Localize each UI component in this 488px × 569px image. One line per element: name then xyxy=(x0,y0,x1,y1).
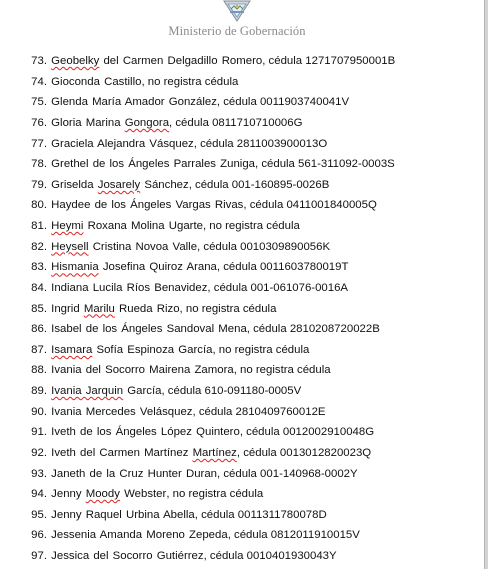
list-item xyxy=(0,92,484,113)
person-name xyxy=(51,158,255,170)
item-number: 88. xyxy=(31,364,47,377)
id-document-info: , no registra cédula xyxy=(202,220,300,232)
name-text: Ivania Mercedes Velásquez xyxy=(51,405,193,418)
person-name xyxy=(51,179,189,191)
item-number: 77. xyxy=(31,137,47,150)
item-number: 93. xyxy=(31,467,47,480)
name-text: Gioconda Castillo xyxy=(51,75,142,88)
person-name xyxy=(51,76,141,88)
person-name xyxy=(51,344,212,356)
id-document-info: , cédula 610-091180-0005V xyxy=(161,385,302,397)
list-item xyxy=(0,113,484,134)
name-text: Grethel de los Ángeles Parrales Zuniga xyxy=(51,158,255,171)
id-document-info: , cédula 0013012820023Q xyxy=(236,446,372,459)
nicaragua-coat-of-arms-icon xyxy=(219,0,255,22)
item-number: 82. xyxy=(31,240,47,253)
item-number: 85. xyxy=(31,302,47,315)
item-number: 84. xyxy=(31,281,47,294)
person-name xyxy=(51,426,240,438)
spellcheck-flagged-word: Josarely xyxy=(97,178,141,191)
spellcheck-flagged-word: Hismania xyxy=(51,261,99,274)
person-name xyxy=(51,220,203,232)
name-text: Jessenia Amanda Moreno Zepeda xyxy=(51,529,228,542)
spellcheck-flagged-word: Heysell xyxy=(51,240,89,253)
name-text: Haydee de los Ángeles Vargas Rivas xyxy=(51,199,244,212)
id-document-info: , cédula 001-061076-0016A xyxy=(207,281,349,294)
id-document-info: , no registra cédula xyxy=(166,488,264,501)
item-number: 79. xyxy=(31,178,47,191)
name-text: Indiana Lucila Ríos Benavidez xyxy=(51,281,208,294)
item-number: 90. xyxy=(31,405,47,418)
item-number: 73. xyxy=(31,55,47,67)
list-item xyxy=(0,360,484,381)
id-document-info: , cédula 0411001840005Q xyxy=(243,199,377,212)
list-item xyxy=(0,278,484,299)
name-text: Jessica del Socorro Gutiérrez xyxy=(51,550,204,562)
item-number: 92. xyxy=(31,446,47,459)
list-item xyxy=(0,340,484,361)
spellcheck-flagged-word: Ivania Jarquin xyxy=(51,385,124,397)
name-text: Webster xyxy=(119,488,167,501)
id-document-info: , cédula 2810409760012E xyxy=(192,405,326,418)
item-number: 87. xyxy=(31,343,47,356)
id-document-info: , cédula 0011311780078D xyxy=(194,508,327,521)
item-number: 78. xyxy=(31,158,47,171)
id-document-info: , cédula 2810208720022B xyxy=(246,323,380,336)
list-item xyxy=(0,237,484,258)
id-document-info: , no registra cédula xyxy=(179,302,277,315)
person-name xyxy=(51,509,195,521)
list-item xyxy=(0,402,484,423)
name-text: Ivania del Socorro Mairena Zamora xyxy=(51,364,234,377)
id-document-info: , cédula 1271707950001B xyxy=(262,55,396,67)
person-name xyxy=(51,406,192,418)
list-item xyxy=(0,319,484,340)
person-name xyxy=(51,55,262,67)
item-number: 81. xyxy=(31,220,47,232)
person-name xyxy=(51,138,194,150)
id-document-info: , cédula 0012002910048G xyxy=(239,426,375,439)
id-document-info: , no registra cédula xyxy=(233,364,331,377)
person-name xyxy=(51,385,161,397)
item-number: 76. xyxy=(31,116,47,129)
id-document-info: , cédula 0011903740041V xyxy=(216,96,350,109)
list-item xyxy=(0,299,484,320)
name-text: Jenny xyxy=(51,488,86,501)
item-number: 95. xyxy=(31,508,47,521)
id-document-info: , cédula 001-160895-0026B xyxy=(188,178,330,191)
person-name xyxy=(51,550,203,562)
names-list xyxy=(0,51,484,567)
id-document-info: , cédula 001-140968-0002Y xyxy=(217,467,358,480)
person-name xyxy=(51,241,197,253)
person-name xyxy=(51,303,179,315)
list-item xyxy=(0,422,484,443)
name-text: Griselda xyxy=(51,178,98,191)
id-document-info: , cédula 0010401930043Y xyxy=(203,550,337,562)
person-name xyxy=(51,282,207,294)
name-text: Rueda Rizo xyxy=(114,302,180,315)
spellcheck-flagged-word: Martínez xyxy=(192,446,237,459)
list-item xyxy=(0,525,484,546)
id-document-info: , no registra cédula xyxy=(212,343,310,356)
id-document-info: , cédula 0011603780019T xyxy=(216,261,349,274)
list-item xyxy=(0,154,484,175)
item-number: 83. xyxy=(31,261,47,274)
person-name xyxy=(51,529,228,541)
item-number: 74. xyxy=(31,75,47,88)
person-name xyxy=(51,323,247,335)
spellcheck-flagged-word: Isamara xyxy=(51,343,93,356)
name-text: Josefina Quiroz Arana xyxy=(98,261,217,274)
list-item xyxy=(0,175,484,196)
name-text: Janeth de la Cruz Hunter Duran xyxy=(51,467,217,480)
list-item xyxy=(0,505,484,526)
spellcheck-flagged-word: Marilu xyxy=(83,302,115,315)
name-text: García xyxy=(123,385,162,397)
spellcheck-flagged-word: Heymi xyxy=(51,220,84,232)
name-text: Iveth de los Ángeles López Quintero xyxy=(51,426,240,439)
person-name xyxy=(51,261,217,273)
name-text: Glenda María Amador González xyxy=(51,96,217,109)
item-number: 75. xyxy=(31,96,47,109)
item-number: 96. xyxy=(31,529,47,542)
name-text: Gloria Marina xyxy=(51,116,125,129)
person-name xyxy=(51,117,169,129)
name-text: Sofía Espinoza García xyxy=(92,343,213,356)
name-text: Isabel de los Ángeles Sandoval Mena xyxy=(51,323,247,336)
list-item xyxy=(0,51,484,72)
person-name xyxy=(51,447,237,459)
id-document-info: , cédula 0811710710006G xyxy=(169,116,303,129)
person-name xyxy=(51,96,217,108)
list-item xyxy=(0,546,484,567)
name-text: del Carmen Delgadillo Romero xyxy=(99,55,263,67)
list-item xyxy=(0,443,484,464)
spellcheck-flagged-word: Gongora xyxy=(124,116,170,129)
ministry-title: Ministerio de Gobernación xyxy=(168,24,306,38)
name-text: Ingrid xyxy=(51,302,84,315)
window-border xyxy=(484,0,488,569)
item-number: 97. xyxy=(31,550,47,562)
id-document-info: , cédula 2811003900013O xyxy=(193,137,328,150)
item-number: 86. xyxy=(31,323,47,336)
name-text: Roxana Molina Ugarte xyxy=(83,220,203,232)
name-text: Jenny Raquel Urbina Abella xyxy=(51,508,195,521)
item-number: 89. xyxy=(31,385,47,397)
item-number: 94. xyxy=(31,488,47,501)
spellcheck-flagged-word: Geobelky xyxy=(51,55,100,67)
person-name xyxy=(51,488,166,500)
spellcheck-flagged-word: Moody xyxy=(85,488,120,501)
person-name xyxy=(51,468,217,480)
id-document-info: , cédula 561-311092-0003S xyxy=(255,158,395,171)
name-text: Sánchez xyxy=(140,178,189,191)
item-number: 91. xyxy=(31,426,47,439)
list-item xyxy=(0,134,484,155)
item-number: 80. xyxy=(31,199,47,212)
list-item xyxy=(0,464,484,485)
person-name xyxy=(51,364,234,376)
name-text: Iveth del Carmen Martínez xyxy=(51,446,193,459)
list-item xyxy=(0,257,484,278)
list-item xyxy=(0,72,484,93)
person-name xyxy=(51,199,243,211)
name-text: Graciela Alejandra Vásquez xyxy=(51,137,194,150)
list-item xyxy=(0,381,484,402)
id-document-info: , cédula 0010309890056K xyxy=(197,240,331,253)
list-item xyxy=(0,195,484,216)
id-document-info: , no registra cédula xyxy=(141,75,239,88)
list-item xyxy=(0,216,484,237)
list-item xyxy=(0,484,484,505)
name-text: Cristina Novoa Valle xyxy=(88,240,198,253)
document-header xyxy=(0,0,484,46)
id-document-info: , cédula 0812011910015V xyxy=(227,529,360,542)
